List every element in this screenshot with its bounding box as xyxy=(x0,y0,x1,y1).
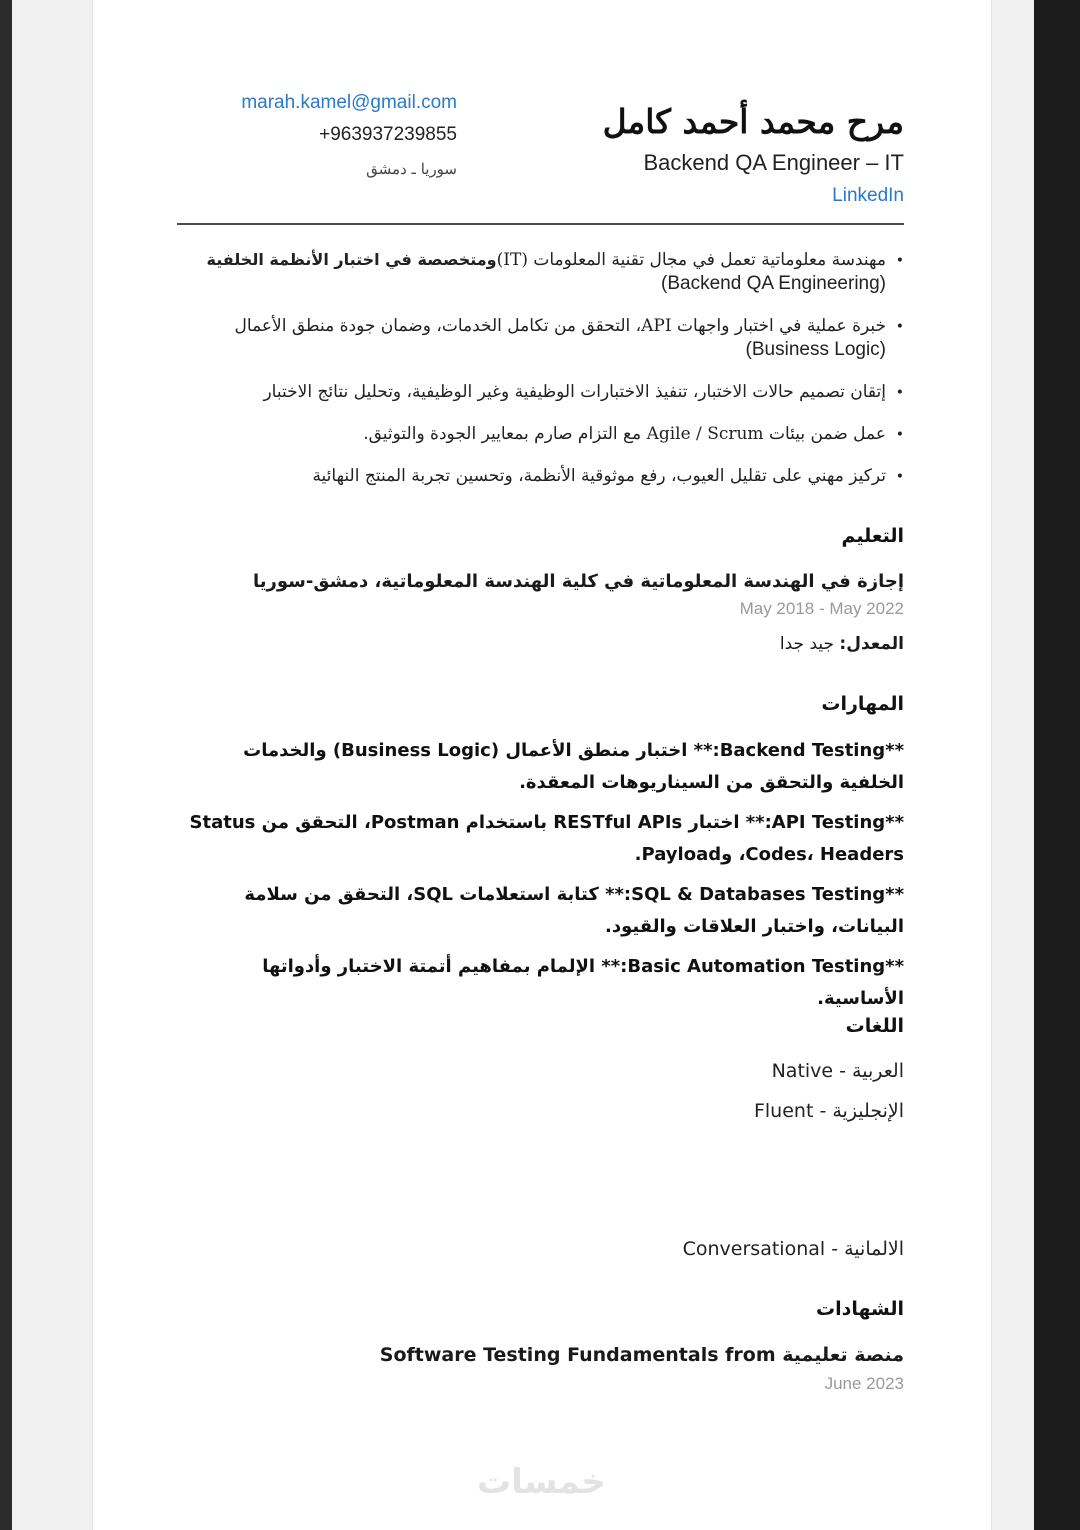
skill-item: **Basic Automation Testing:** الإلمام بمفاهيم أتمتة الاختبار وأدواتها الأساسية. xyxy=(262,956,904,1009)
skill-item: **SQL & Databases Testing:** كتابة استعلامات SQL، التحقق من سلامة البيانات، واختبار العلاقات والقيود. xyxy=(244,884,904,937)
summary-list xyxy=(177,248,904,506)
list-item xyxy=(177,380,904,404)
gpa-label: المعدل: xyxy=(839,634,904,654)
education-heading: التعليم xyxy=(841,525,904,547)
watermark-logo: خمسات xyxy=(477,1462,606,1502)
summary-tail: (Business Logic) xyxy=(745,339,886,360)
resume-page xyxy=(92,0,992,1530)
left-edge xyxy=(0,0,12,1530)
summary-text: إتقان تصميم حالات الاختبار، تنفيذ الاختبارات الوظيفية وغير الوظيفية، وتحليل نتائج الاختبار xyxy=(263,382,886,402)
list-item xyxy=(177,422,904,446)
phone-number: +963937239855 xyxy=(319,124,457,145)
gpa xyxy=(780,634,904,654)
language-item: الإنجليزية - Fluent xyxy=(753,1100,904,1122)
linkedin-link[interactable]: LinkedIn xyxy=(832,185,904,206)
skill-item: **API Testing:** اختبار RESTful APIs باستخدام Postman، التحقق من Status Codes، Headers، وPayload. xyxy=(189,812,904,865)
skill-item: **Backend Testing:** اختبار منطق الأعمال (Business Logic) والخدمات الخلفية والتحقق من السيناريوهات المعقدة. xyxy=(243,740,904,793)
bullet-icon: • xyxy=(895,253,904,269)
candidate-role: Backend QA Engineer – IT xyxy=(643,150,904,175)
candidate-name: مرح محمد أحمد كامل xyxy=(602,102,904,141)
skills-heading: المهارات xyxy=(821,693,904,715)
summary-highlight: ومتخصصة في اختبار الأنظمة الخلفية xyxy=(206,250,497,269)
location: سوريا ـ دمشق xyxy=(366,160,457,178)
certificate-title: Software Testing Fundamentals from منصة تعليمية xyxy=(379,1344,904,1366)
languages-heading: اللغات xyxy=(845,1015,904,1037)
certificates-heading: الشهادات xyxy=(815,1298,904,1320)
summary-text: مهندسة معلوماتية تعمل في مجال تقنية المعلومات (IT) xyxy=(496,250,886,270)
certificate-date: June 2023 xyxy=(824,1374,904,1393)
bullet-icon: • xyxy=(895,427,904,443)
summary-text: تركيز مهني على تقليل العيوب، رفع موثوقية الأنظمة، وتحسين تجربة المنتج النهائية xyxy=(312,466,886,486)
education-dates: May 2018 - May 2022 xyxy=(739,599,904,618)
bullet-icon: • xyxy=(895,385,904,401)
summary-text: خبرة عملية في اختبار واجهات API، التحقق من تكامل الخدمات، وضمان جودة منطق الأعمال xyxy=(234,316,886,336)
degree-title: إجازة في الهندسة المعلوماتية في كلية الهندسة المعلوماتية، دمشق-سوريا xyxy=(253,571,904,592)
language-item: العربية - Native xyxy=(771,1060,904,1082)
summary-text: عمل ضمن بيئات Agile / Scrum مع التزام صارم بمعايير الجودة والتوثيق. xyxy=(363,424,886,444)
right-edge xyxy=(1034,0,1080,1530)
language-item: الالمانية - Conversational xyxy=(682,1238,904,1260)
list-item xyxy=(177,314,904,362)
bullet-icon: • xyxy=(895,319,904,335)
bullet-icon: • xyxy=(895,469,904,485)
list-item xyxy=(177,464,904,488)
header-divider xyxy=(177,223,904,225)
gpa-value: جيد جدا xyxy=(779,634,835,654)
list-item xyxy=(177,248,904,296)
email-link[interactable]: marah.kamel@gmail.com xyxy=(241,92,457,113)
summary-tail: (Backend QA Engineering) xyxy=(661,273,886,294)
